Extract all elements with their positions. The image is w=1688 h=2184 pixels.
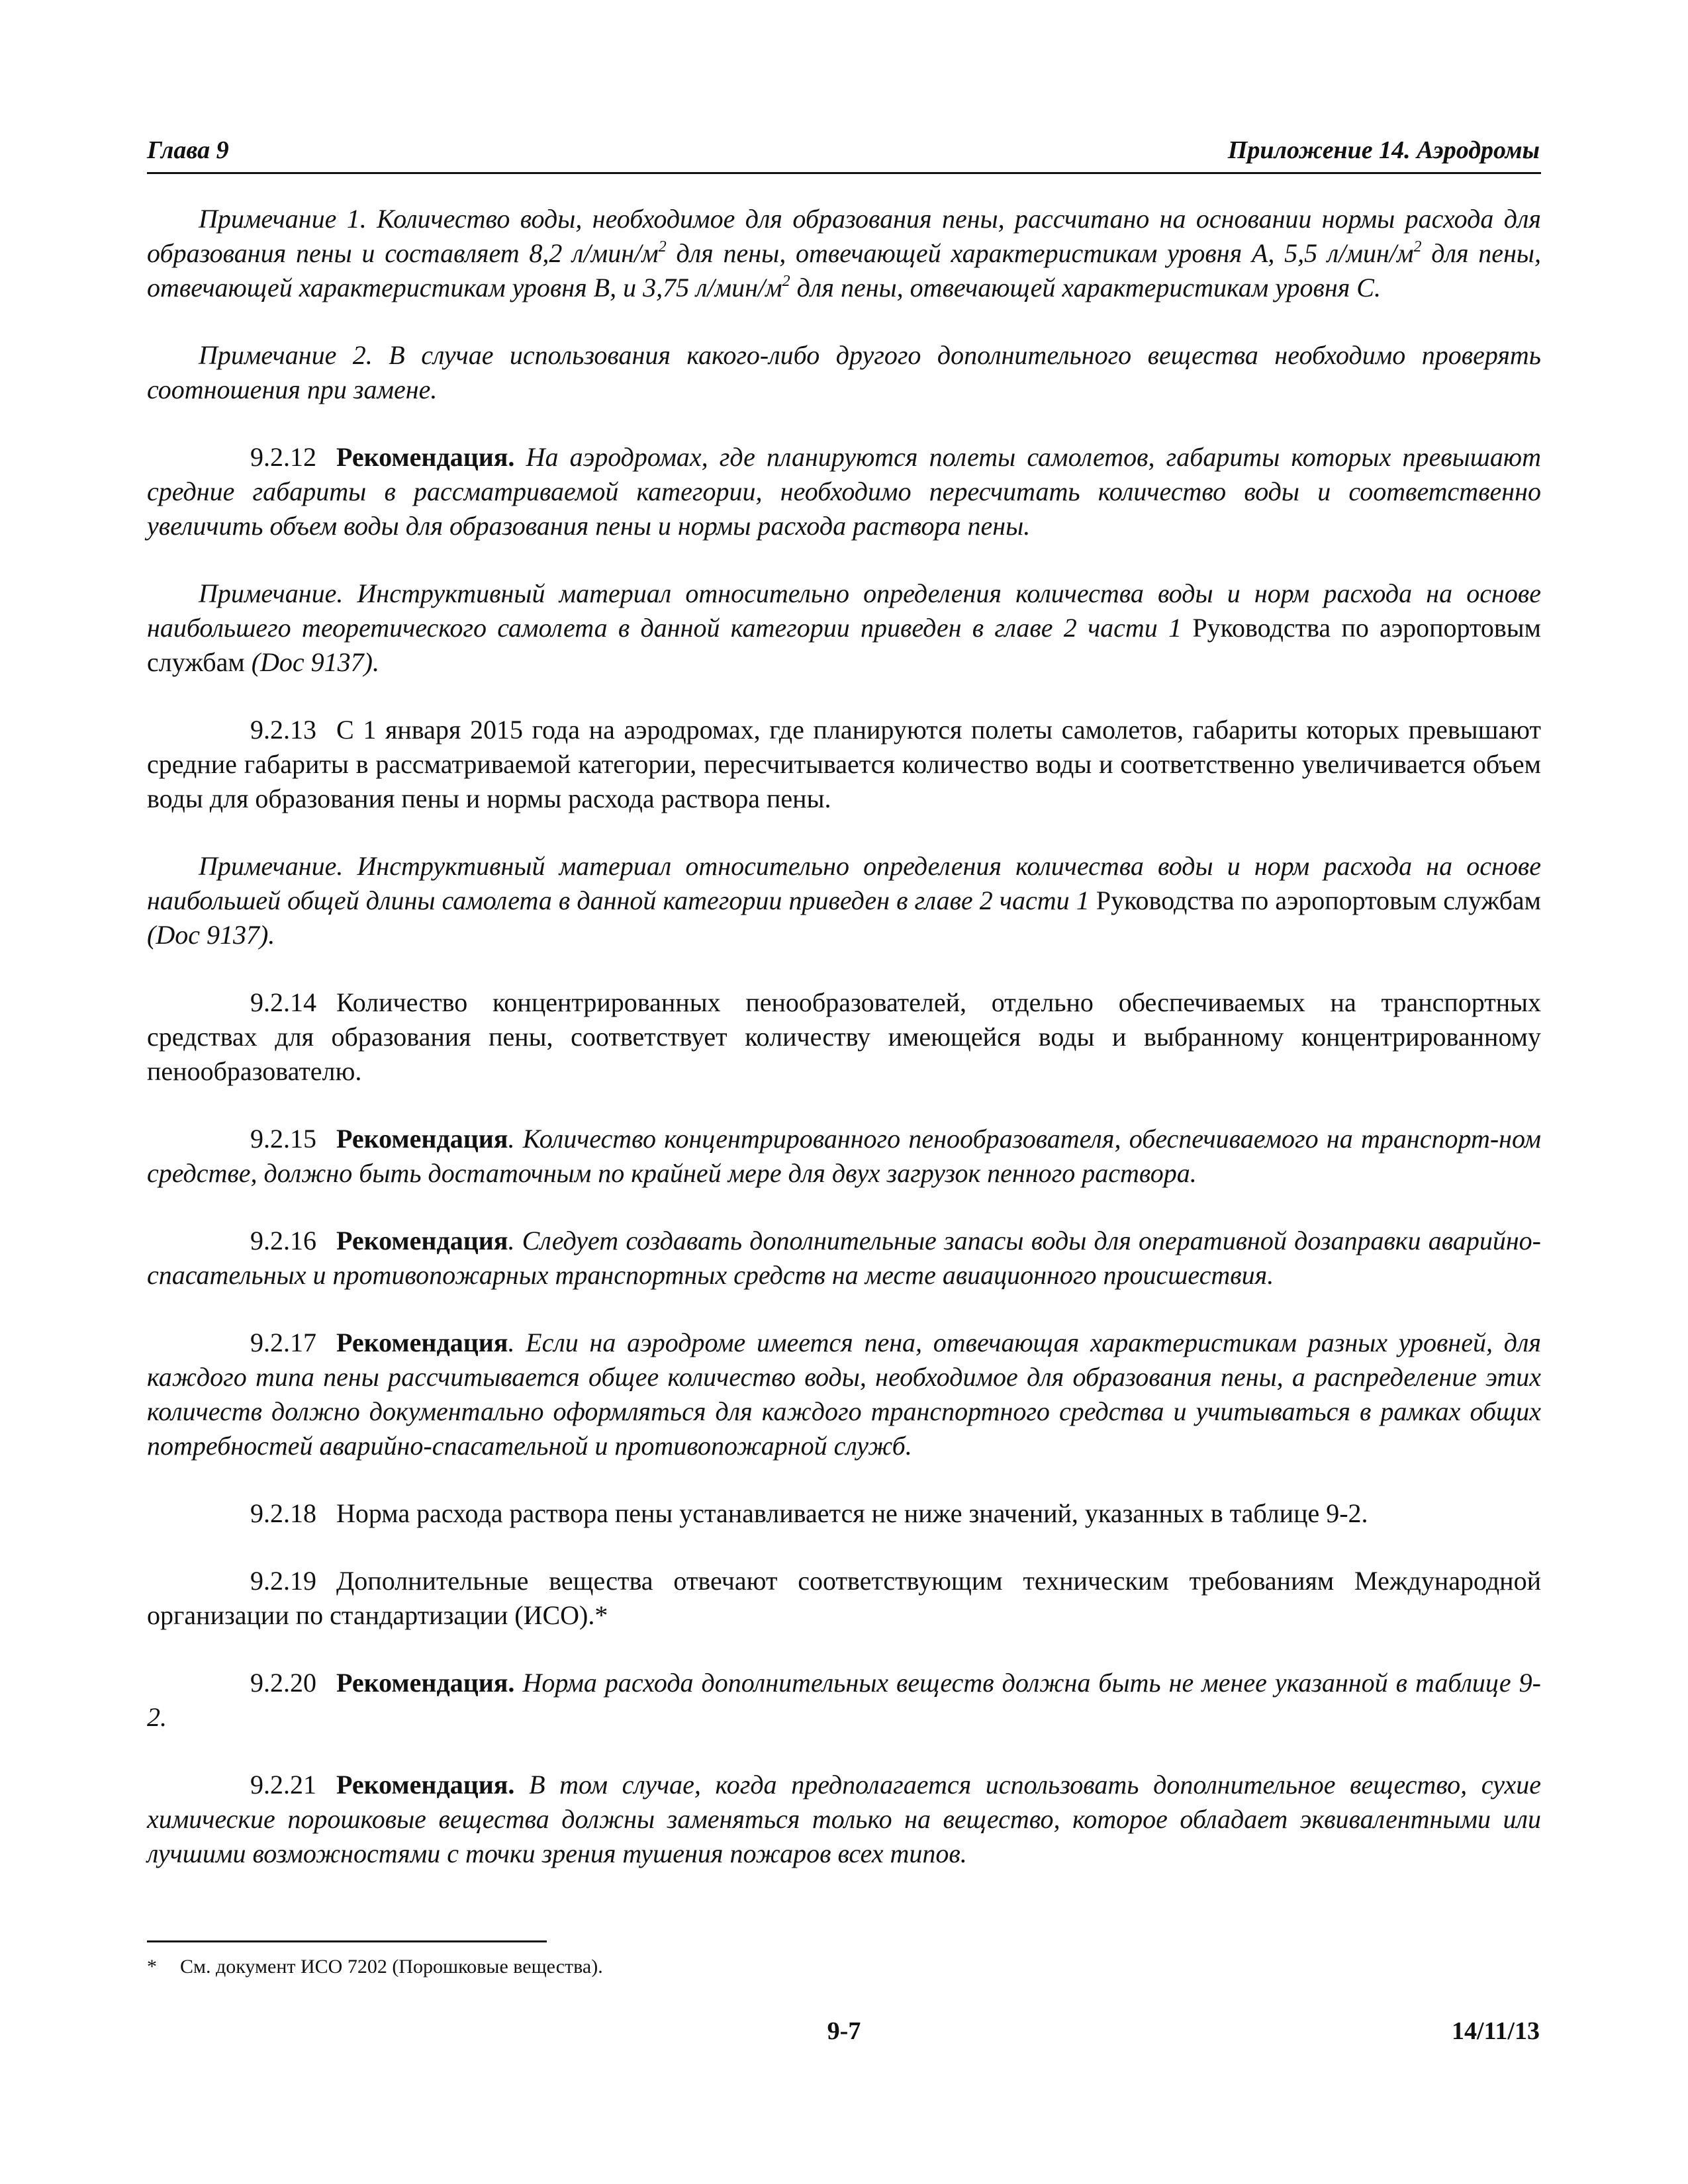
paragraph-9-2-20: 9.2.20 Рекомендация. Норма расхода дополнительных веществ должна быть не менее указанной в таблице 9-2. [147,1666,1541,1735]
paragraph-9-2-14: 9.2.14 Количество концентрированных пенообразователей, отдельно обеспечиваемых на транспортных средствах для образования пены, соответствует количеству имеющейся воды и выбранному концентрированному пенообразователю. [147,985,1541,1089]
paragraph-number: 9.2.15 [250,1124,316,1154]
recommendation-label: Рекомендация [336,1124,508,1154]
revision-date: 14/11/13 [1451,2017,1540,2045]
doc-reference: Руководства по аэропортовым службам [1096,886,1541,915]
note-9-2-13: Примечание. Инструктивный материал относительно определения количества воды и норм расхода на основе наибольшей общей длины самолета в данной категории приведен в главе 2 части 1 Руководства по аэропортовым службам (Doc 9137). [147,851,1541,950]
paragraph-number: 9.2.19 [250,1566,316,1596]
paragraph-9-2-12: 9.2.12 Рекомендация. На аэродромах, где планируются полеты самолетов, габариты которых превышают средние габариты в рассматриваемой категории, необходимо пересчитать количество воды и соответственно увеличить объем воды для образования пены и нормы расхода раствора пены. [147,440,1541,543]
header-rule [147,172,1541,174]
paragraph-number: 9.2.17 [250,1328,316,1357]
recommendation-label: Рекомендация. [336,1668,515,1698]
paragraph-number: 9.2.21 [250,1770,316,1799]
paragraph-number: 9.2.18 [250,1498,316,1528]
paragraph-number: 9.2.12 [250,442,316,472]
paragraph-9-2-16: 9.2.16 Рекомендация. Следует создавать дополнительные запасы воды для оперативной дозаправки аварийно-спасательных и противопожарных транспортных средств на месте авиационного происшествия. [147,1224,1541,1293]
footnote-rule [147,1940,547,1942]
note-9-2-12: Примечание. Инструктивный материал относительно определения количества воды и норм расхода на основе наибольшего теоретического самолета в данной категории приведен в главе 2 части 1 Руководства по аэропортовым службам (Doc 9137). [147,578,1541,677]
recommendation-label: Рекомендация [336,1328,508,1357]
recommendation-label: Рекомендация. [336,442,515,472]
recommendation-label: Рекомендация. [336,1770,515,1799]
note-1: Примечание 1. Количество воды, необходимое для образования пены, рассчитано на основании нормы расхода для образования пены и составляет 8,2 $л/мин/м^2$ для пены, отвечающей характеристикам уровня А, 5,5 $л/мин/м^2$ для пены, отвечающей характеристикам уровня В, и 3,75 $л/мин/м^2$ для пены, отвечающей характеристикам уровня С. [147,204,1541,302]
paragraph-9-2-21: 9.2.21 Рекомендация. В том случае, когда предполагается использовать дополнительное вещество, сухие химические порошковые вещества должны заменяться только на вещество, которое обладает эквивалентными или лучшими возможностями с точки зрения тушения пожаров всех типов. [147,1768,1541,1871]
note-2: Примечание 2. В случае использования какого-либо другого дополнительного вещества необходимо проверять соотношения при замене. [147,340,1541,404]
paragraph-9-2-19: 9.2.19 Дополнительные вещества отвечают соответствующим техническим требованиям Международной организации по стандартизации (ИСО).* [147,1564,1541,1633]
paragraph-9-2-17: 9.2.17 Рекомендация. Если на аэродроме имеется пена, отвечающая характеристикам разных уровней, для каждого типа пены рассчитывается общее количество воды, необходимое для образования пены, а распределение этих количеств должно документально оформляться для каждого транспортного средства и учитываться в рамках общих потребностей аварийно-спасательной и противопожарной служб. [147,1326,1541,1463]
running-header-chapter: Глава 9 [147,136,229,164]
running-header-annex: Приложение 14. Аэродромы [1227,136,1540,164]
footnote [147,1954,1206,1980]
paragraph-9-2-18: 9.2.18 Норма расхода раствора пены устанавливается не ниже значений, указанных в таблице 9-2. [147,1496,1541,1531]
paragraph-9-2-13: 9.2.13 С 1 января 2015 года на аэродромах, где планируются полеты самолетов, габариты которых превышают средние габариты в рассматриваемой категории, пересчитывается количество воды и соответственно увеличивается объем воды для образования пены и нормы расхода раствора пены. [147,713,1541,816]
footnote-text: См. документ ИСО 7202 (Порошковые вещества). [180,1956,603,1978]
recommendation-label: Рекомендация [336,1226,508,1255]
paragraph-number: 9.2.14 [250,987,316,1017]
doc-reference: Руководства по аэропортовым службам [147,613,1541,677]
paragraph-number: 9.2.20 [250,1668,316,1698]
paragraph-number: 9.2.13 [250,715,316,745]
paragraph-9-2-15: 9.2.15 Рекомендация. Количество концентрированного пенообразователя, обеспечиваемого на транспорт-ном средстве, должно быть достаточным по крайней мере для двух загрузок пенного раствора. [147,1122,1541,1191]
document-body [147,202,1541,1904]
footnote-mark: * [147,1956,157,1978]
paragraph-number: 9.2.16 [250,1226,316,1255]
page-number: 9-7 [827,2017,861,2045]
